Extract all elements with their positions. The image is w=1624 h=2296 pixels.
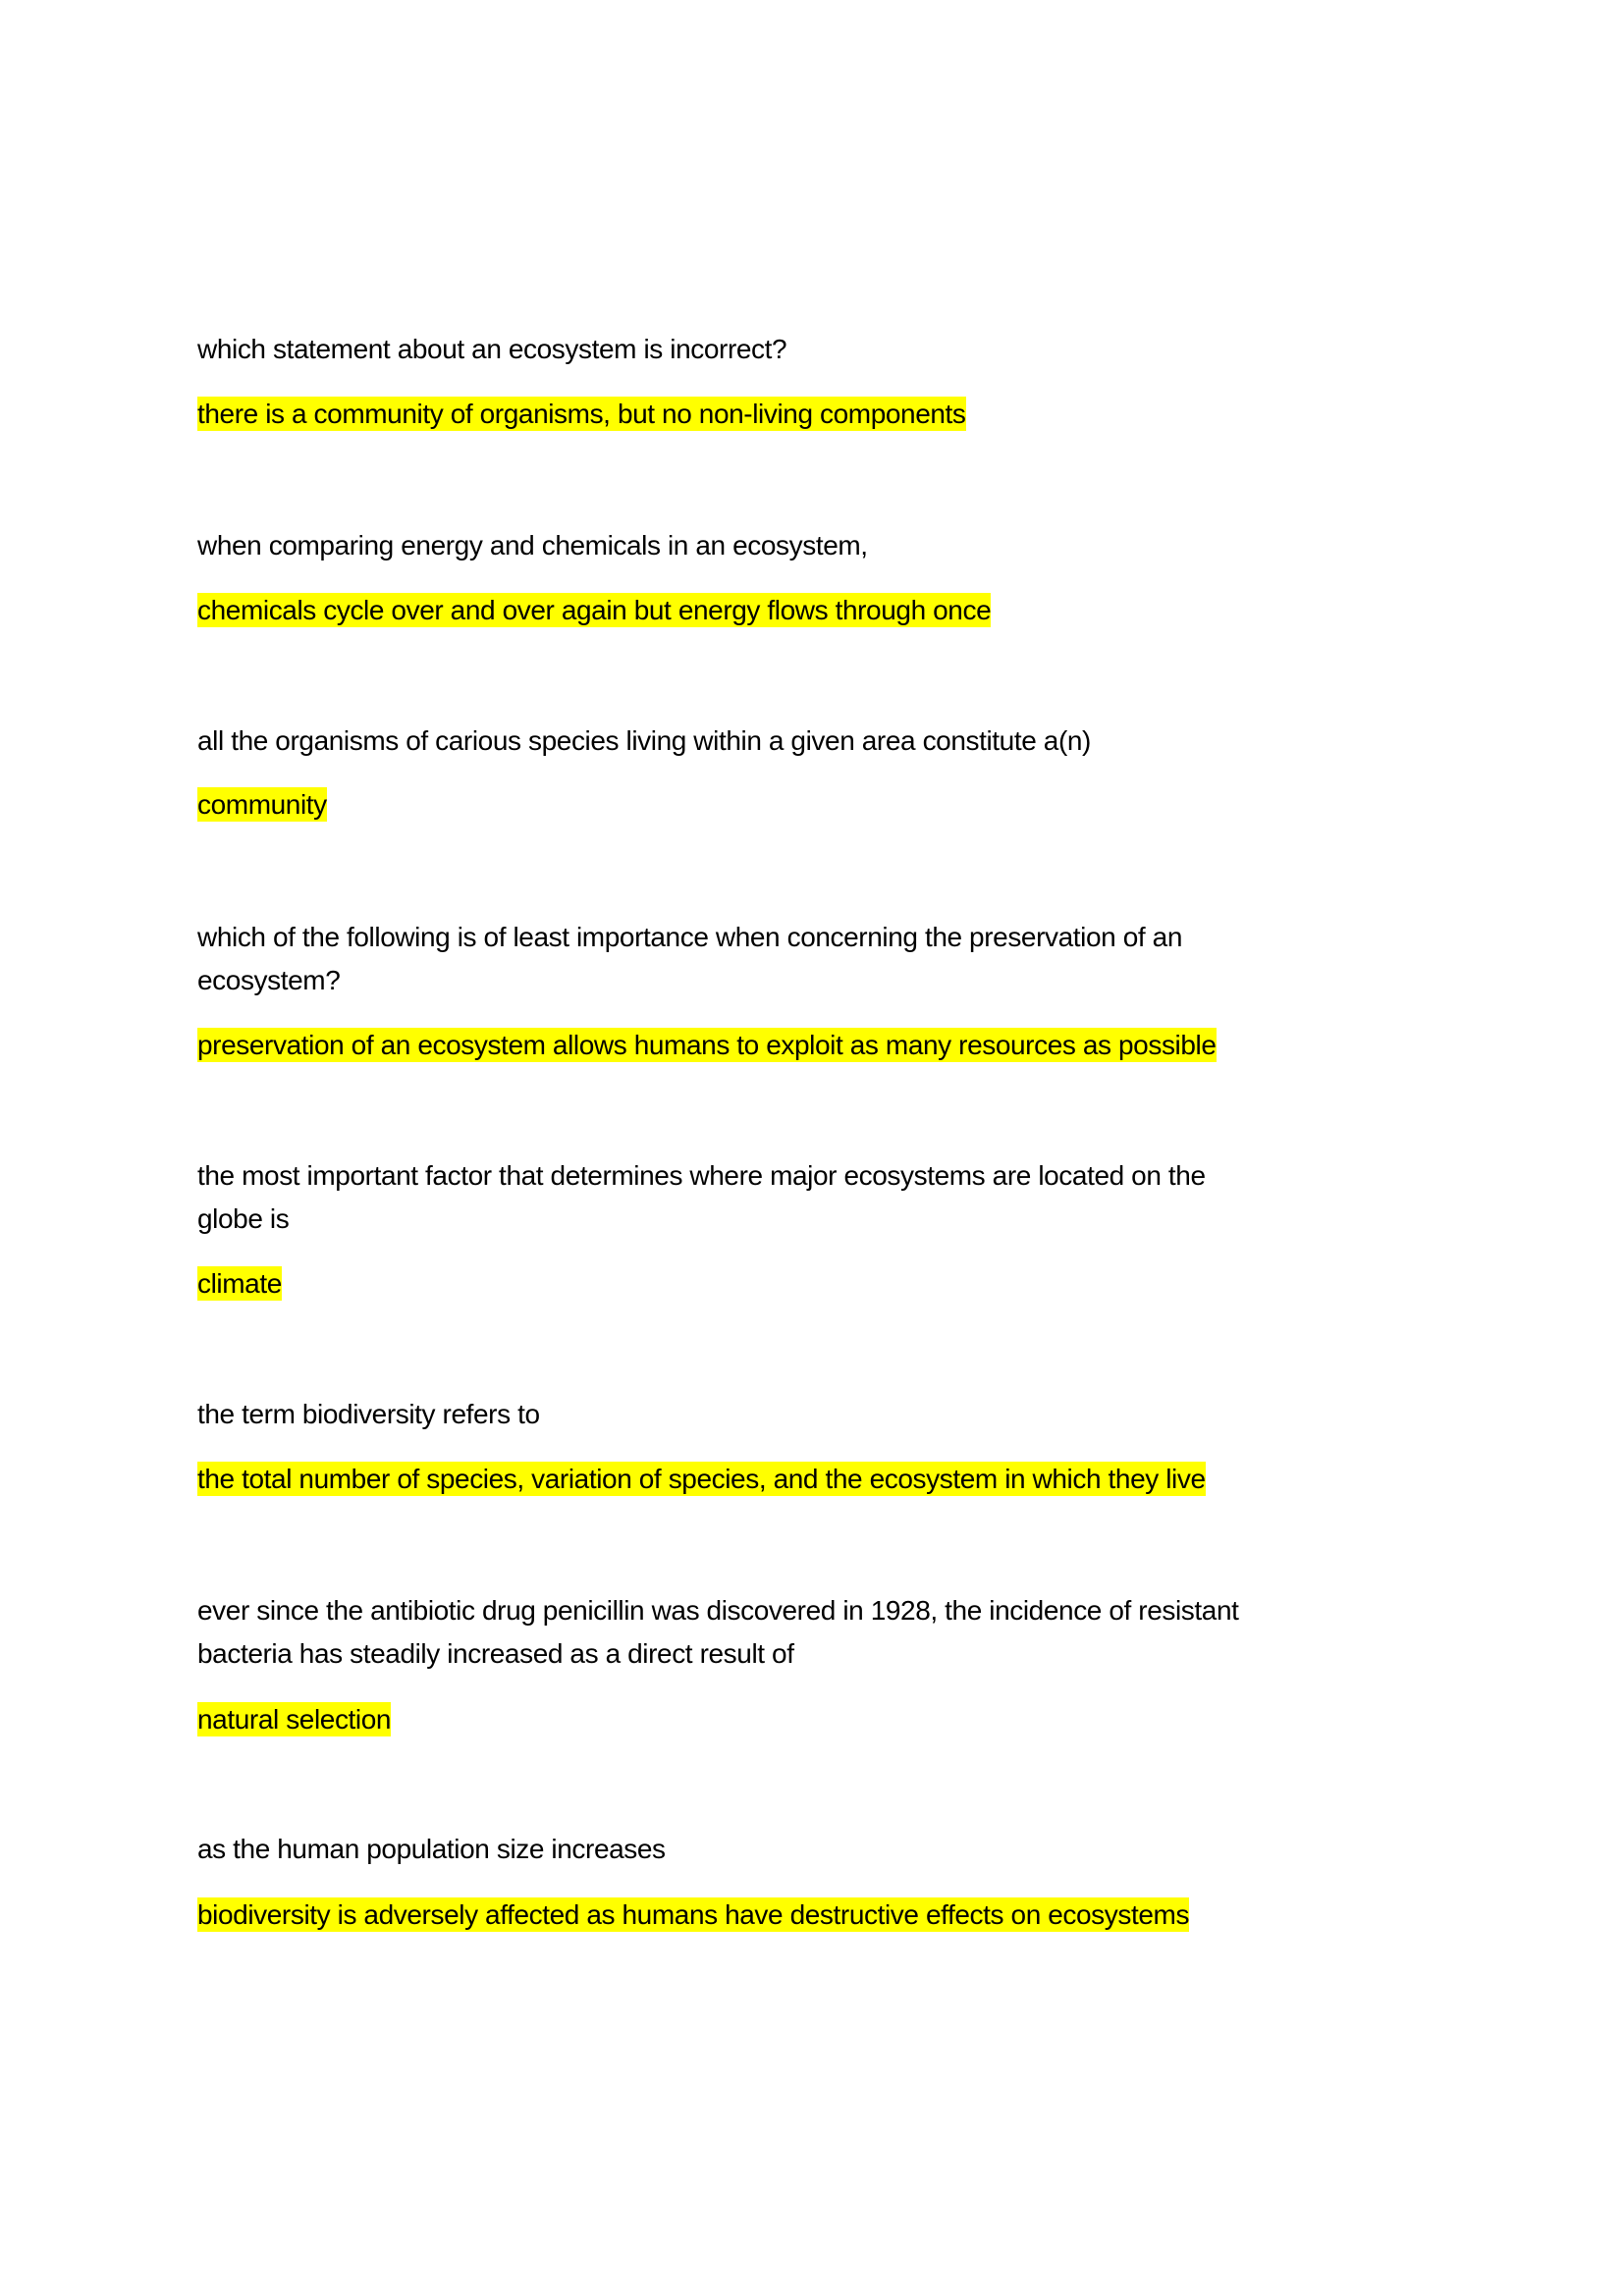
question-line: globe is [197, 1203, 290, 1234]
question-4 [197, 916, 1182, 1002]
highlighted-answer: biodiversity is adversely affected as humans have destructive effects on ecosystems [197, 1899, 1190, 1930]
question-line: bacteria has steadily increased as a direct result of [197, 1638, 794, 1669]
answer-1 [197, 393, 966, 436]
question-line: the most important factor that determines where major ecosystems are located on the [197, 1160, 1206, 1191]
question-2 [197, 524, 868, 567]
answer-5 [197, 1262, 282, 1306]
question-line: which statement about an ecosystem is incorrect? [197, 334, 787, 364]
question-6 [197, 1393, 540, 1436]
question-3 [197, 720, 1091, 763]
highlighted-answer: there is a community of organisms, but no non-living components [197, 399, 966, 429]
answer-7 [197, 1698, 391, 1741]
answer-2 [197, 589, 991, 632]
highlighted-answer: preservation of an ecosystem allows humans to exploit as many resources as possible [197, 1030, 1217, 1060]
question-line: which of the following is of least importance when concerning the preservation of an [197, 922, 1182, 952]
highlighted-answer: the total number of species, variation of species, and the ecosystem in which they live [197, 1464, 1206, 1494]
question-line: as the human population size increases [197, 1834, 666, 1864]
answer-3 [197, 783, 327, 827]
question-line: when comparing energy and chemicals in an ecosystem, [197, 530, 868, 561]
answer-6 [197, 1458, 1206, 1501]
question-line: the term biodiversity refers to [197, 1399, 540, 1429]
question-5 [197, 1154, 1206, 1241]
highlighted-answer: chemicals cycle over and over again but energy flows through once [197, 595, 992, 625]
highlighted-answer: climate [197, 1268, 282, 1299]
highlighted-answer: community [197, 789, 327, 820]
question-1 [197, 328, 786, 371]
answer-4 [197, 1024, 1217, 1067]
question-7 [197, 1589, 1239, 1676]
question-line: ecosystem? [197, 965, 341, 995]
question-line: all the organisms of carious species living within a given area constitute a(n) [197, 725, 1091, 756]
answer-8 [197, 1894, 1189, 1937]
highlighted-answer: natural selection [197, 1704, 392, 1735]
question-line: ever since the antibiotic drug penicillin was discovered in 1928, the incidence of resistant [197, 1595, 1239, 1626]
question-8 [197, 1828, 666, 1871]
